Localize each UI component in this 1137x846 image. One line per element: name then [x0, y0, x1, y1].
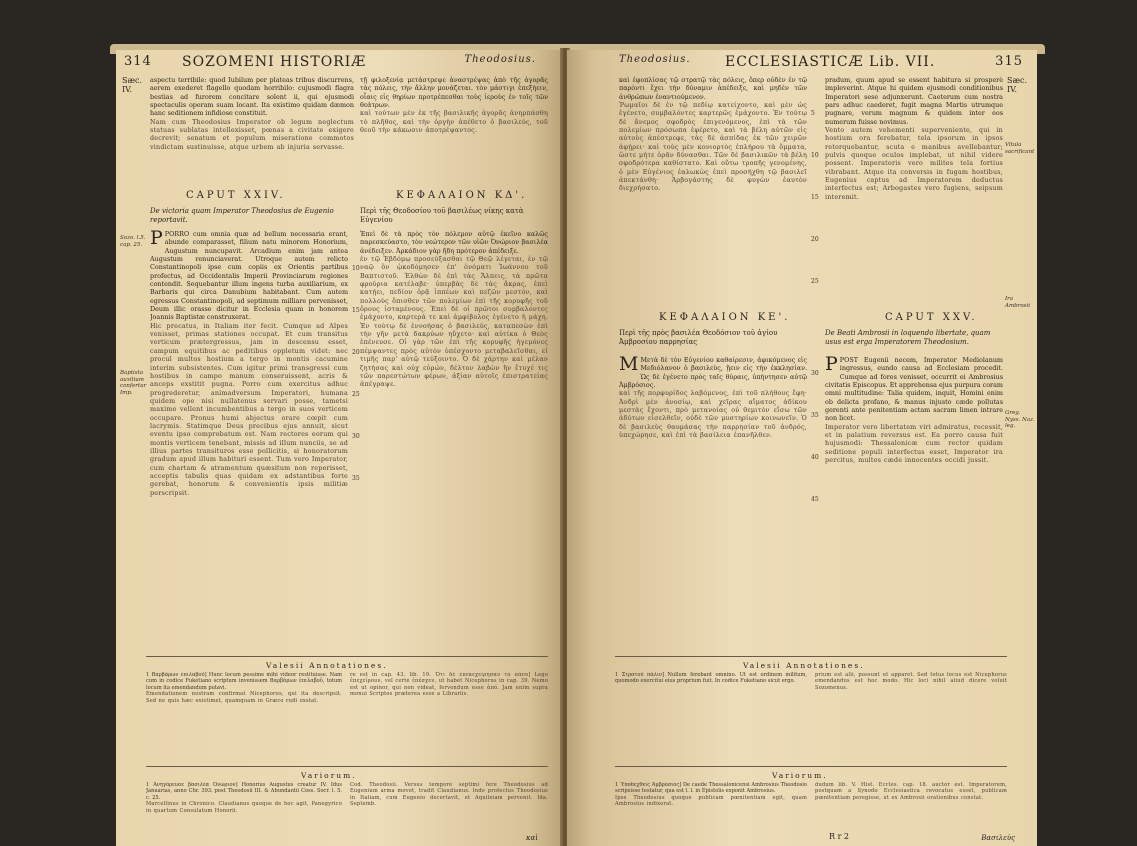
- footnote-text-2: prium est alii, possunt ut apparet. Sed totus locus est Nicephorus emendandus est hoc modo. Hic loci nihil aliud dicere voluit Sozomenus.: [815, 672, 1007, 691]
- text-continuation: καὶ τούτων μὲν ἐκ τῆς βασιλικῆς ἀγορᾶς ἀνηρπάσθη τὸ πλῆθος, καὶ τὴν ὀργὴν ἀπέθετο ὁ βασιλεύς, τοῦ θεοῦ τὴν κάκωσιν ἀποτρέψαντος.: [360, 109, 548, 135]
- running-title: ECCLESIASTICÆ Lib. VII.: [725, 54, 936, 70]
- signature-mark: R r 2: [829, 832, 850, 841]
- line-number: 20: [811, 236, 819, 243]
- footnote-rule: [615, 766, 1007, 767]
- greek-body-text: Ἐπεὶ δὲ τὰ πρὸς τὸν πόλεμον αὐτῷ ἐκεῖνο καλῶς παρεσκεύαστο, τὸν νεώτερον τῶν υἱῶν Ὀνώριον βασιλέα ἀνέδειξεν. Ἀρκάδιον γὰρ ἤδη πρότερον ἀπέδειξε.: [360, 230, 548, 255]
- footnotes-heading: Valesii Annotationes.: [743, 661, 865, 670]
- chapter-desc-latin: De victoria quam Imperator Theodosius de Eugenio reportavit.: [150, 207, 334, 224]
- margin-note: Vitula sacrificant: [1005, 142, 1035, 155]
- chapter-desc-greek: Περὶ τῆς πρὸς βασιλέα Θεοδόσιον τοῦ ἁγίου Ἀμβροσίου παρρησίας: [619, 329, 778, 346]
- variorum-heading: Variorum.: [301, 771, 357, 780]
- chapter-desc-latin: De Beati Ambrosii in loquendo libertate, quam usus est erga Imperatorem Theodosium.: [825, 329, 991, 346]
- line-number: 5: [811, 110, 815, 117]
- line-number: 20: [352, 349, 360, 356]
- chapter-desc-greek: Περὶ τῆς Θεοδοσίου τοῦ βασιλέως νίκης κατὰ Εὐγενίου: [360, 207, 524, 224]
- latin-body-column: [150, 230, 348, 650]
- text-continuation: καὶ τῆς πορφυρίδος λαβόμενος, ἐπὶ τοῦ πλήθους ἔφη· Ἀνδρὶ μὲν ἀνοσίῳ, καὶ χεῖρας αἵματος ἀδίκου μεστὰς ἔχοντι, πρὸ μετανοίας οὐ θεμιτὸν εἴσω τῶν ἀδύτων εἰσελθεῖν, οὐδὲ τῶν μυστηρίων κοινωνεῖν. Ὁ δὲ βασιλεὺς θαυμάσας τὴν παρρησίαν τοῦ ἀνδρός, ὑπεχώρησε, καὶ ἐπὶ τὰ βασίλεια ἐπανῆλθεν.: [619, 389, 807, 440]
- greek-body-column: [360, 230, 548, 650]
- line-number: 10: [811, 152, 819, 159]
- variorum-text: 1 Ἀνηγόρευσε βασιλέα Ὀνώριον] Honorius Augustus creatur IV. Idus Januarias, anno Chr. 393. post Theodosii III. & Abundantii Coss. Socr. l. 5. c. 25. Marcellinus in Chronico. Claudianus quoque de hoc agit, Panegyrico in quartum Consulatum Honorii.: [146, 782, 342, 814]
- running-title: SOZOMENI HISTORIÆ: [182, 54, 367, 70]
- variorum-text-2: dudum lib. V. Hist. Eccles. cap. 18. auctor est. Imperatorem, postquam a Synodo Ecclesiastica revocatus esset, publicam pœnitentiam peregisse, ut ex Ambrosii orationibus constat.: [815, 782, 1007, 801]
- margin-note: Baptista auxilium confertur Imp.: [120, 370, 147, 396]
- latin-body-text: PORRO cum omnia quæ ad bellum necessaria erant, abunde comparasset, filium natu minorem Honorium, Augustum nuncupavit. Arcadium enim jam antea Augustum renunciaverat. Utroque autem relicto Constantinopoli ipse cum copiis ex Orientis partibus profectus, ad Occidentalis Imperii Provinciarum regiones contendit. Sequebantur illum ingens turba auxiliarium, ex Barbaris qui circa Danubium habitabant. Cum autem egressus Constantinopoli, ad septimum milliare pervenisset, Deum illic orasse dicitur in Ecclesia quam in honorem Joannis Baptistæ construxerat.: [150, 230, 348, 322]
- text-continuation: Hic precatus, in Italiam iter fecit. Cumque ad Alpes venisset, primas stationes occupat. Et cum transitus verticum prætergressus, jam in descensu esset, campum equitibus ac peditibus oppletum videt: nec procul multos hostium a tergo in montis cacumine interim subsistentes. Cum igitur primi transgressi cum hostibus in campo manum conseruissent, acris & anceps exstitit pugna. Porro cum exercitus adhuc progrederetur, animadversum Imperatori, humana quidem ope nisi nullatenus servari posse, tametsi maxime vellent incumbentibus a tergo in suos verticem occupare. Pronus humi abjectus orare cœpit cum lacrymis. Statimque Deus precibus ejus annuit, sicut eventu ipso comprobatum est. Nam rectores eorum qui montis verticem tenebant, missis ad illum nunciis, se ad illius partes transituros esse pollicitis, si honoratorum gradum apud illum habituri essent. Tum vero Imperator, cum chartam & atramentum quæsitum non reperisset, acceptis tabulis quas quidam ex adstantibus forte gerebat, honorum & convenientis ipsis militiæ perscripsit.: [150, 321, 348, 497]
- latin-body-text: POST Eugenii necem, Imperator Mediolanum ingressus, eundo causa ad Ecclesiam procedit. Cumque ad fores venisset, occurrit ei Ambrosius civitatis Episcopus. Et apprehensa ejus purpura coram omni multitudine: Talia quidem, inquit, Homini enim ob delicta profano, & manus injusto cæde pollutas gerenti ante penitentiam actam sacram limen intrare non licet.: [825, 356, 1003, 423]
- chapter-title-latin: CAPUT XXV.: [885, 312, 978, 323]
- line-number: 30: [352, 433, 360, 440]
- greek-top-column: [360, 76, 548, 184]
- margin-note: Ira Ambrosii: [1005, 296, 1030, 309]
- drop-cap: P: [150, 230, 163, 249]
- text-continuation: Ῥωμαῖοι δὲ ἐν τῷ πεδίῳ κατείχοντο, καὶ μὲν ὡς ἐγένετο, συμβαλόντες καρτερῶς ἐμάχοντο. Ἐν τούτῳ δὲ ἄνεμος σφοδρὸς ἐπιγενόμενος, ἐπὶ τὰ τῶν πολεμίων πρόσωπα ἐφέρετο, καὶ τὰ βέλη αὐτῶν εἰς αὐτοὺς ἀπέστρεφε, τὰς δὲ ἀσπίδας ἐκ τῶν χειρῶν ἀφῄρει· καὶ τοὺς μὲν κονιορτὸς ἐπλήρου τὰ ὄμματα, ὥστε μήτε ὁρᾶν δύνασθαι. Τῶν δὲ βασιλικῶν τὰ βέλη σφοδρότερα καθίστατο. Καὶ οὕτω τροπῆς γενομένης, ὁ μὲν Εὐγένιος ἑαλωκὼς ἐπεὶ προσήχθη τῷ βασιλεῖ ἀπεκτάνθη· Ἀρβογάστης δὲ φυγὼν ἑαυτὸν διεχρήσατο.: [619, 101, 807, 193]
- greek-top-column: [619, 76, 807, 302]
- footnote-text: 1 Βαρβάρων ἐπιλαβοῦ] Hunc locum pessime mihi videor restituisse. Nam cum in codice Fuketiano scriptum invenissem Βαρβάρων ἐπιλαβοῦ, totum locum ita emendandum putavi. Emendationem nostram confirmat Nicephorus, qui ita descripsit. Sed ne quis hæc existimet, quamquam in Græco rudi exstat.: [146, 672, 342, 704]
- left-header: [116, 54, 564, 74]
- page-number: 314: [124, 54, 152, 69]
- text-continuation: Imperator vero libertatem viri admiratus, recessit, et in palatium reversus est. Ea porro causa fuit hujusmodi: Thessalonicæ cum rector quidam seditione populi interfectus esset, Imperator ira percitus, multos cæde innocentes occidi jussit.: [825, 422, 1003, 465]
- page-number: 315: [995, 54, 1023, 69]
- variorum-text-2: Cod. Theodosii. Versus tempore septimi fere Theodosius ad Eugenium arma movet, tradit Claudianus. Inde profectus Theodosius in Italiam, cum Eugenio decertavit, et Aquileiam pervenit. Ida. Septemb.: [350, 782, 548, 808]
- latin-text: pradum, quum apud se essent habitura si prosperè impleverint. Atque hi quidem ejusmodi conditionibus Imperatori sese adjunxerunt. Caeterum cum nostra pars adhuc caederet, fugit magna Martis utrumque pugnare, verum magnum & quidem inter eos numerum fuisse novimus.: [825, 76, 1003, 126]
- text-continuation: Vento autem vehementi superveniente, qui in hostium ora ferebatur, tela ipsorum in ipsos retorquebantur, scuta e manibus avellebantur; pulvis quoque oculos implebat, ut nihil videre possent. Imperatoris vero milites tela fortius vibrabant. Atque ita conversis in fugam hostibus, Eugenius captus ad Imperatorem deductus interfectus est; Arbogastes vero fugiens, seipsum interemit.: [825, 126, 1003, 201]
- latin-top-column: [150, 76, 354, 184]
- greek-text: τῇ φιλοξενίᾳ μετάστρεψε ἀναστρέψας ἀπὸ τῆς ἀγορᾶς τὰς πόλεις, τὴν ἄλλην μονάζεται. τὸν μάστιγι ἐπεξήειν, οἷαις εἰς θηρίων προτρέπεσθαι τοὺς ἱεροὺς ἐν τοῖς τῶν θεάτρων.: [360, 76, 548, 110]
- text-continuation: Nam cum Theodosius Imperator ob legum neglectum statuas sublatas intellexisset, pœnas a civitate exigere decrevit; senatum et populum miseratione commotos vindictam sustinuisse, atque urbem ab injuria servasse.: [150, 117, 354, 151]
- catchword: Βασιλεὺς: [981, 834, 1015, 842]
- line-number: 45: [811, 496, 819, 503]
- chapter-title-greek: ΚΕΦΑΛΑΙΟΝ ΚΕ'.: [659, 312, 791, 323]
- text-continuation: ἐν τῷ Ἑβδόμῳ προσεύξασθαι τῷ Θεῷ λέγεται, ἐν τῷ ναῷ ὃν ᾠκοδόμησεν ἐπ' ὀνόματι Ἰωάννου τοῦ Βαπτιστοῦ. Ἐλθὼν δὲ ἐπὶ τὰς Ἄλπεις, τὰ πρῶτα φρούρια κατέλαβε· ὑπερβὰς δὲ τὰς ἄκρας, ἐπεὶ κατῄει, πεδίον ὁρᾷ ἱππέων καὶ πεζῶν μεστόν, καὶ πολλοὺς ὄπισθεν τῶν πολεμίων ἐπὶ τῆς κορυφῆς τοῦ ὄρους ἱσταμένους. Ἐπεὶ δὲ οἱ πρῶτοι συμβαλόντες ἐμάχοντο, καρτερά τε καὶ ἀμφίβολος ἐγένετο ἡ μάχη. Ἐν τούτῳ δὲ ἐννοήσας ὁ βασιλεύς, καταπεσὼν ἐπὶ τὴν γῆν μετὰ δακρύων ηὔχετο· καὶ αὐτίκα ὁ Θεὸς ἐπένευσε. Οἱ γὰρ τῶν ἐπὶ τῆς κορυφῆς ἡγεμόνες πέμψαντες πρὸς αὐτὸν ὑπέσχοντο μεταβαλεῖσθαι, εἰ τιμῆς παρ' αὐτῷ τεύξοιντο. Ὁ δὲ χάρτην καὶ μέλαν ζητήσας καὶ οὐχ εὑρών, δέλτον λαβὼν ἣν ἔτυχέ τις τῶν παρεστώτων φέρων, ἀξίαν αὐτοῖς ἐπιστρατείας ἀπέγραψε.: [360, 255, 548, 389]
- line-number: 25: [811, 278, 819, 285]
- drop-cap: M: [619, 356, 639, 375]
- drop-cap: P: [825, 356, 838, 375]
- margin-note: Greg. Nyss. Naz. leg.: [1005, 410, 1035, 429]
- right-page: [567, 50, 1037, 846]
- latin-text: aspectu terribile: quod Iubilum per plateas tribus discurrens, aerem exederet flagello quodam horribilo: cujusmodi flagra bestias ad furorem concitare solent ii, qui ejusmodi spectaculis operam suam locant. Ita existimo quidam dæmon hanc seditionem infidiose constituit.: [150, 76, 354, 118]
- line-number: 35: [352, 475, 360, 482]
- greek-text: καὶ ἐφοπλίσας τῷ στρατῷ τὰς πόλεις, ὅπερ οὐδὲν ἐν τῷ παρόντι ἔχει τὴν δύναμιν ἀπέδειξε, καὶ μηδὲν τῶν ἀνθρώπων ἐναντιούμενον.: [619, 76, 807, 101]
- right-header: [567, 54, 1037, 74]
- latin-top-column: [825, 76, 1003, 302]
- line-number: 15: [811, 194, 819, 201]
- chapter-title-latin: CAPUT XXIV.: [186, 190, 286, 201]
- footnote-rule: [146, 656, 548, 657]
- line-number: 15: [352, 307, 360, 314]
- line-number: 40: [811, 454, 819, 461]
- line-number: 10: [352, 265, 360, 272]
- line-number: 25: [352, 391, 360, 398]
- line-number: 30: [811, 370, 819, 377]
- margin-note: Sozo. l.5. cap. 25.: [120, 235, 146, 248]
- footnote-rule: [146, 766, 548, 767]
- footnote-text-2: re est in cap. 43. lib. 19. Ὅτι δὲ ἐπεκεχείρησαν τὸ πάνυ] Lego ἐπεχείρουν, vel certe ἐπέσχεν, ut habet Nicephorus in cap. 39. Nemo est ut opinor, qui non videat, fervendum esse ἀπό. Jam enim supra monui Scriptos præterea esse a Librariis.: [350, 672, 548, 698]
- left-page: [116, 50, 564, 846]
- running-author: Theodosius.: [619, 54, 691, 65]
- greek-body-text: Μετὰ δὲ τὸν Εὐγενίου καθαίρεσιν, ἀφικόμενος εἰς Μεδιόλανον ὁ βασιλεὺς, ᾔειν εἰς τὴν ἐκκλησίαν. Ὡς δὲ ἐγένετο πρὸς ταῖς θύραις, ὑπήντησεν αὐτῷ Ἀμβρόσιος.: [619, 356, 807, 390]
- variorum-heading: Variorum.: [772, 771, 828, 780]
- section-label: Sæc. IV.: [1007, 76, 1028, 94]
- catchword: καὶ: [525, 834, 538, 842]
- section-label: Sæc. IV.: [122, 76, 143, 94]
- footnote-text: 1 Στρατοῦ πάλιν] Nullum ferebant omnino. Ut est ordinem militum, quomodo exercitui eius proprium fuit. In codice Fuketiano sicut ergo.: [615, 672, 807, 685]
- footnote-rule: [615, 656, 1007, 657]
- line-number: 35: [811, 412, 819, 419]
- variorum-text: 1 Ὑποδεχθεὶς Ἀμβρόσιος] De caede Thessalonicensi Ambrosius Theodosio scripsisse testatur, qua est l. l. in Epistolis exponit Ambrosius. Ipse Theodosius quoque publicam pœnitentiam egit, quam Ambrosius indixerat.: [615, 782, 807, 808]
- chapter-title-greek: ΚΕΦΑΛΑΙΟΝ ΚΔ'.: [396, 190, 528, 201]
- footnotes-heading: Valesii Annotationes.: [266, 661, 388, 670]
- running-author: Theodosius.: [464, 54, 536, 65]
